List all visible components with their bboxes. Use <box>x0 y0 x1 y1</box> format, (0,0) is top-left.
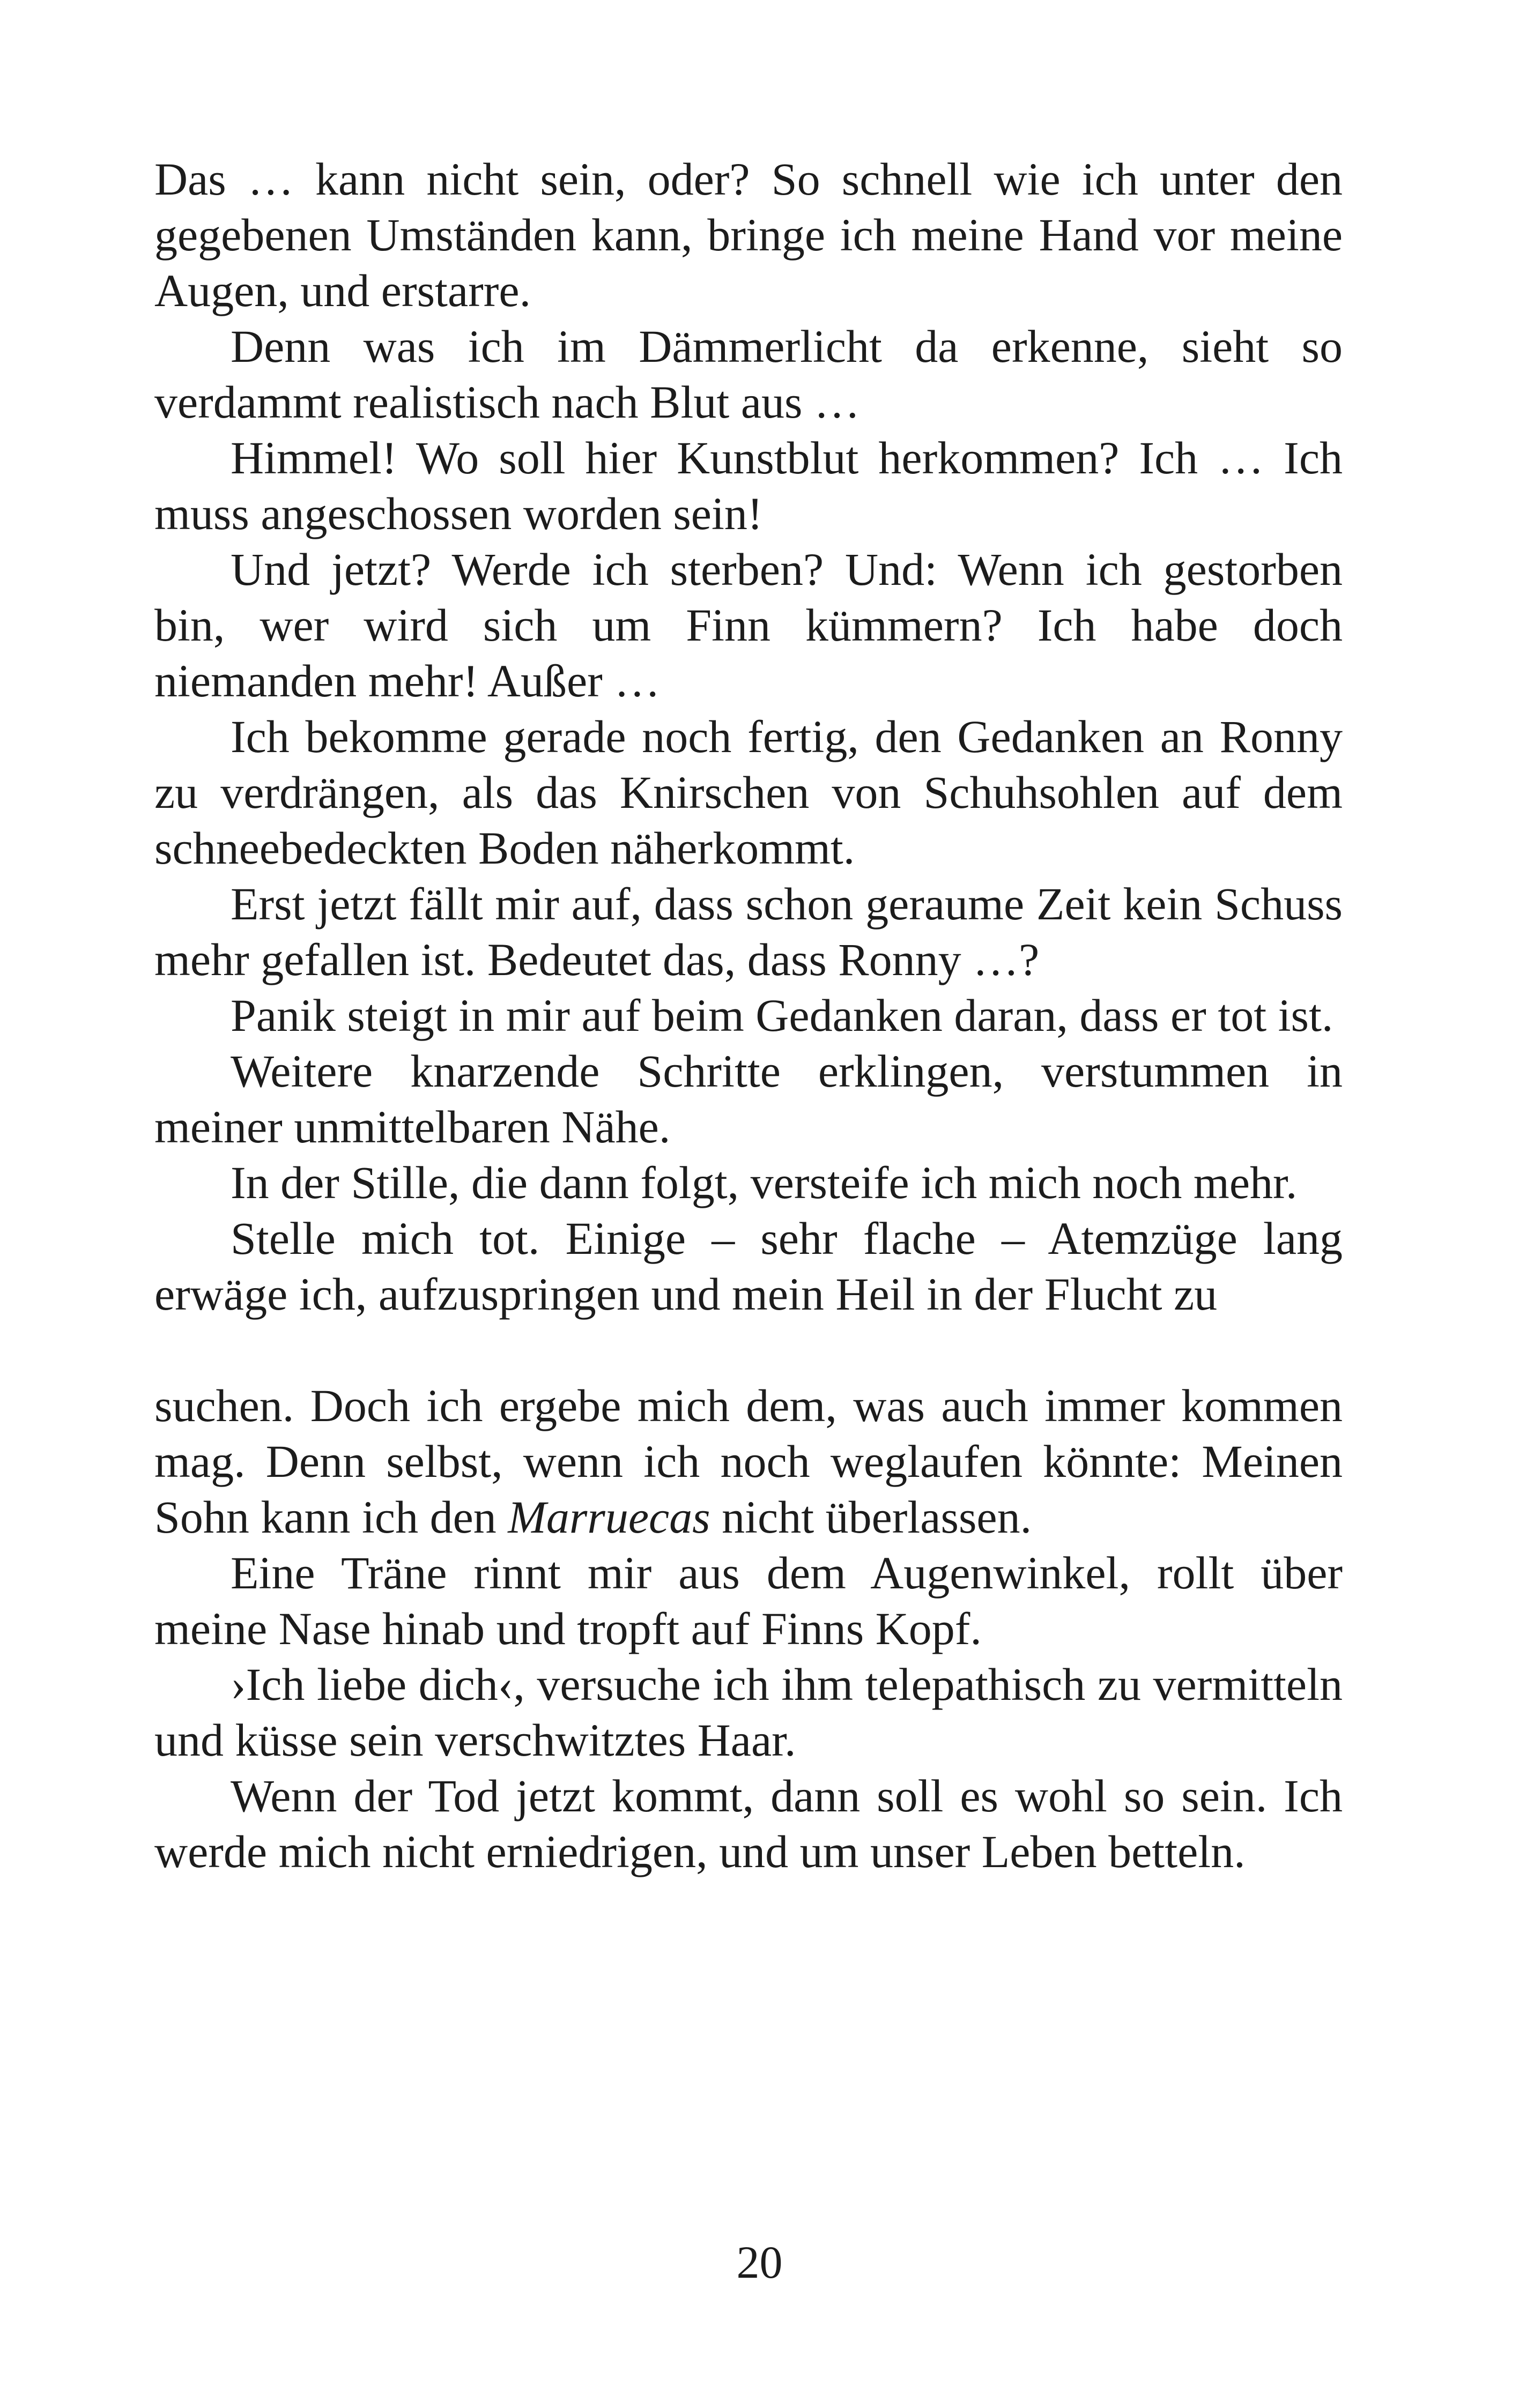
paragraph: ›Ich liebe dich‹, versuche ich ihm telepathisch zu vermitteln und küsse sein verschwitztes Haar. <box>154 1659 1343 1766</box>
italic-term: Marruecas <box>508 1491 710 1543</box>
paragraph: Das … kann nicht sein, oder? So schnell wie ich unter den gegebenen Umständen kann, bringe ich meine Hand vor meine Augen, und erstarre. <box>154 153 1343 316</box>
continued-paragraph <box>154 1378 1343 1545</box>
paragraph: Denn was ich im Dämmerlicht da erkenne, sieht so verdammt realistisch nach Blut aus … <box>154 321 1343 428</box>
paragraph: Himmel! Wo soll hier Kunstblut herkommen? Ich … Ich muss angeschossen worden sein! <box>154 432 1343 539</box>
page-number: 20 <box>736 2236 783 2288</box>
paragraph: Erst jetzt fällt mir auf, dass schon geraume Zeit kein Schuss mehr gefallen ist. Bedeutet das, dass Ronny …? <box>154 878 1343 985</box>
paragraph: Ich bekomme gerade noch fertig, den Gedanken an Ronny zu verdrängen, als das Knirschen von Schuhsohlen auf dem schneebedeckten Boden näherkommt. <box>154 711 1343 874</box>
paragraph: Und jetzt? Werde ich sterben? Und: Wenn ich gestorben bin, wer wird sich um Finn kümmern? Ich habe doch niemanden mehr! Außer … <box>154 544 1343 707</box>
continued-text-end: nicht überlassen. <box>710 1491 1032 1543</box>
paragraph: Panik steigt in mir auf beim Gedanken daran, dass er tot ist. <box>231 990 1333 1041</box>
continued-text-start: suchen. Doch ich ergebe mich dem, was auch immer kommen mag. Denn selbst, wenn ich noch weglaufen könnte: Meinen Sohn kann ich den <box>154 1380 1343 1543</box>
text-block-top <box>154 151 1343 1322</box>
page-body <box>154 151 1343 1879</box>
paragraph: Eine Träne rinnt mir aus dem Augenwinkel, rollt über meine Nase hinab und tropft auf Finns Kopf. <box>154 1547 1343 1654</box>
paragraph: Wenn der Tod jetzt kommt, dann soll es wohl so sein. Ich werde mich nicht erniedrigen, und um unser Leben betteln. <box>154 1770 1343 1877</box>
paragraph: In der Stille, die dann folgt, versteife ich mich noch mehr. <box>231 1157 1298 1208</box>
paragraph: Stelle mich tot. Einige – sehr flache – Atemzüge lang erwäge ich, aufzuspringen und mein Heil in der Flucht zu <box>154 1213 1343 1320</box>
text-block-bottom <box>154 1378 1343 1879</box>
paragraph: Weitere knarzende Schritte erklingen, verstummen in meiner unmittelbaren Nähe. <box>154 1045 1343 1153</box>
